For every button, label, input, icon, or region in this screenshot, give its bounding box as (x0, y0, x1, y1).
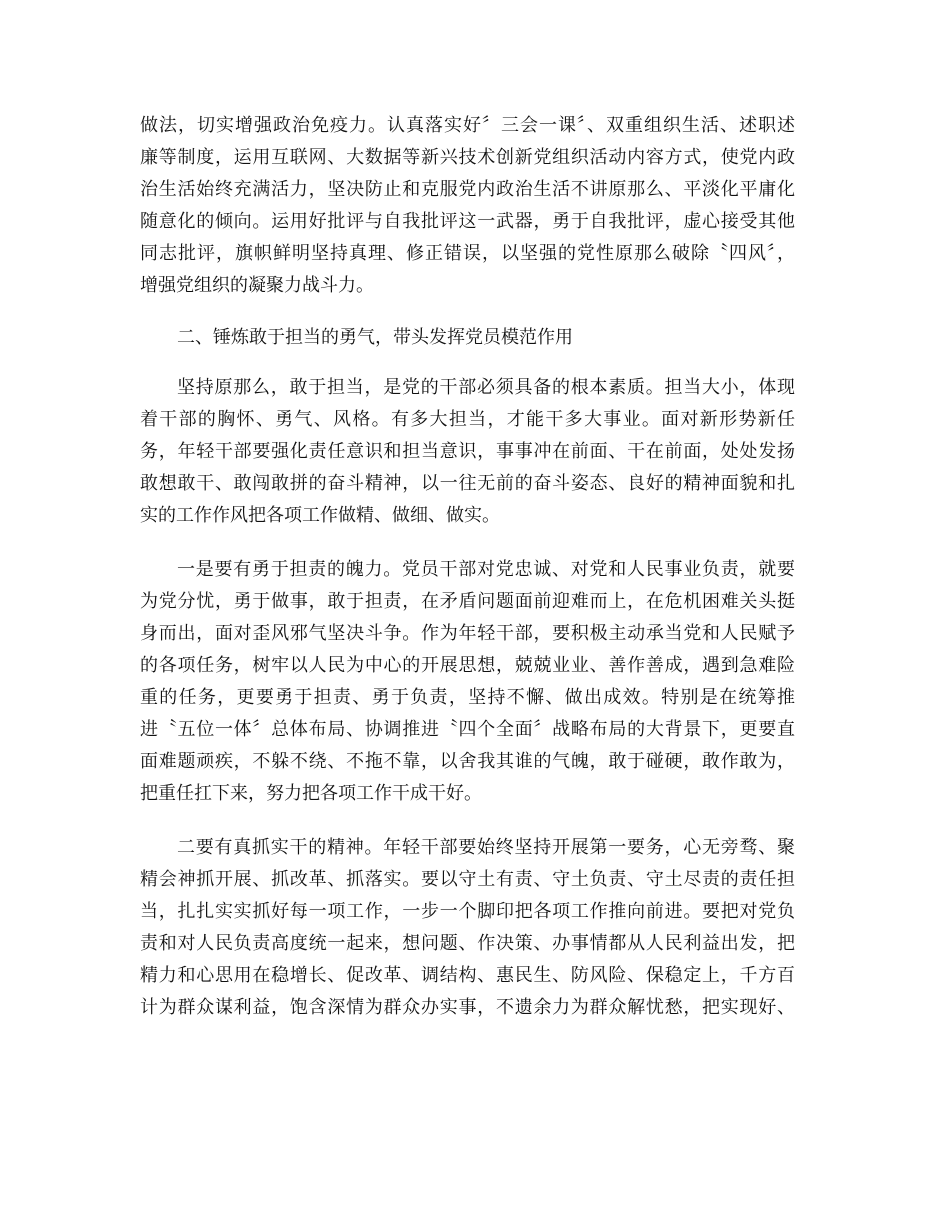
text-line: 实的工作作风把各项工作做精、做细、做实。 (140, 505, 500, 526)
text-line: 同志批评，旗帜鲜明坚持真理、修正错误，以坚强的党性原那么破除〝四风〞， (140, 243, 795, 264)
text-line: 一是要有勇于担责的魄力。党员干部对党忠诚、对党和人民事业负责，就要 (177, 559, 795, 580)
document-page (140, 110, 795, 1046)
text-line: 把重任扛下来，努力把各项工作干成干好。 (140, 783, 482, 804)
text-line: 治生活始终充满活力，坚决防止和克服党内政治生活不讲原那么、平淡化平庸化 (140, 179, 795, 200)
text-line: 为党分忧，勇于做事，敢于担责，在矛盾问题面前迎难而上，在危机困难关头挺 (140, 591, 795, 612)
paragraph-5 (140, 832, 795, 1024)
text-line: 着干部的胸怀、勇气、风格。有多大担当，才能干多大事业。面对新形势新任 (140, 409, 795, 430)
text-line: 精力和心思用在稳增长、促改革、调结构、惠民生、防风险、保稳定上，千方百 (140, 965, 795, 986)
section-heading (140, 322, 795, 354)
heading-text: 二、锤炼敢于担当的勇气，带头发挥党员模范作用 (177, 327, 573, 348)
text-line: 身而出，面对歪风邪气坚决斗争。作为年轻干部，要积极主动承当党和人民赋予 (140, 623, 795, 644)
text-line: 计为群众谋利益，饱含深情为群众办实事，不遗余力为群众解忧愁，把实现好、 (140, 997, 795, 1018)
text-line: 进〝五位一体〞总体布局、协调推进〝四个全面〞战略布局的大背景下，更要直 (140, 719, 795, 740)
text-line: 精会神抓开展、抓改革、抓落实。要以守土有责、守土负责、守土尽责的责任担 (140, 869, 795, 890)
text-line: 敢想敢干、敢闯敢拼的奋斗精神，以一往无前的奋斗姿态、良好的精神面貌和扎 (140, 473, 795, 494)
paragraph-4 (140, 554, 795, 810)
paragraph-3 (140, 372, 795, 532)
text-line: 增强党组织的凝聚力战斗力。 (140, 275, 374, 296)
text-line: 的各项任务，树牢以人民为中心的开展思想，兢兢业业、善作善成，遇到急难险 (140, 655, 795, 676)
text-line: 二要有真抓实干的精神。年轻干部要始终坚持开展第一要务，心无旁骛、聚 (177, 837, 795, 858)
text-line: 务，年轻干部要强化责任意识和担当意识，事事冲在前面、干在前面，处处发扬 (140, 441, 795, 462)
text-line: 当，扎扎实实抓好每一项工作，一步一个脚印把各项工作推向前进。要把对党负 (140, 901, 795, 922)
text-line: 责和对人民负责高度统一起来，想问题、作决策、办事情都从人民利益出发，把 (140, 933, 795, 954)
text-line: 随意化的倾向。运用好批评与自我批评这一武器，勇于自我批评，虚心接受其他 (140, 211, 795, 232)
paragraph-1 (140, 110, 795, 302)
text-line: 做法，切实增强政治免疫力。认真落实好〞三会一课〞、双重组织生活、述职述 (140, 115, 795, 136)
text-line: 坚持原那么，敢于担当，是党的干部必须具备的根本素质。担当大小，体现 (177, 377, 795, 398)
text-line: 重的任务，更要勇于担责、勇于负责，坚持不懈、做出成效。特别是在统筹推 (140, 687, 795, 708)
text-line: 面难题顽疾，不躲不绕、不拖不靠，以舍我其谁的气魄，敢于碰硬，敢作敢为， (140, 751, 795, 772)
text-line: 廉等制度，运用互联网、大数据等新兴技术创新党组织活动内容方式，使党内政 (140, 147, 795, 168)
